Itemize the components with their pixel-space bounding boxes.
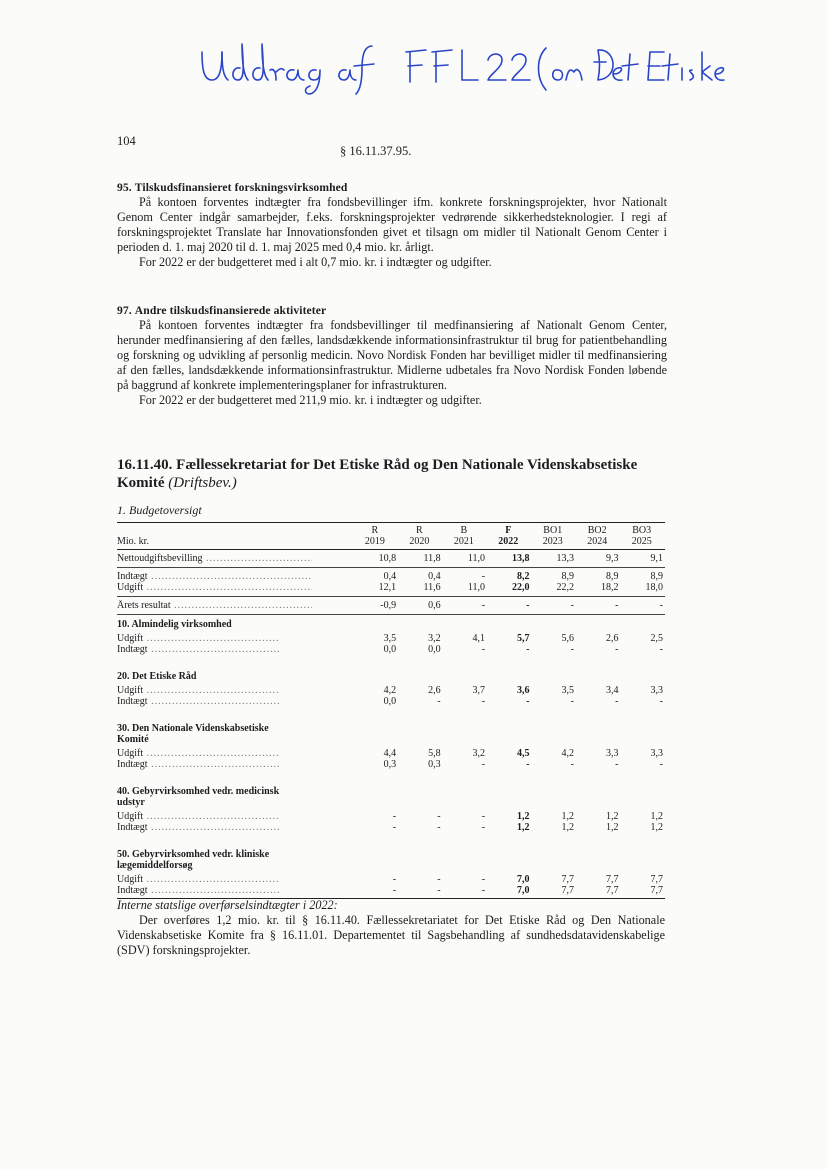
paragraph: For 2022 er der budgetteret med i alt 0,7 mio. kr. i indtægter og udgifter. [139,255,492,269]
table-row: Udgift ..... 3,5 3,2 4,1 5,7 5,6 2,6 2,5 [117,630,665,644]
table-row: Udgift ..... 12,1 11,6 11,0 22,0 22,2 18,2 18,0 [117,582,665,597]
table-row: Indtægt ..... - - - 1,2 1,2 1,2 1,2 [117,822,665,833]
transfers-heading: Interne statslige overførselsindtægter i 2022: [117,898,338,912]
page-number: 104 [117,134,136,148]
main-heading: 16.11.40. Fællessekretariat for Det Etiske Råd og Den Nationale Videnskabsetiske Komité (Driftsbev.) [117,457,638,491]
paragraph: På kontoen forventes indtægter fra fondsbevillinger til medfinansiering af Nationalt Genom Center, herunder medfinansiering af den fælles, landsdækkende informationsinfrastruktur til brug for patientbehandling og forskning og udvikling af personlig medicin. Novo Nordisk Fonden har bevilliget midler til medfinansiering af den fælles, landsdækkende informationsinfrastruktur. Midlerne udbetales fra Novo Nordisk Fonden løbende på baggrund af konkrete implementeringsplaner for infrastrukturen. [117,318,667,392]
table-row: Indtægt ..... 0,3 0,3 - - - - - [117,759,665,770]
group-row: 40. Gebyrvirksomhed vedr. medicinsk udstyr [117,786,280,808]
column-header: R 2019 [354,523,398,550]
transfers-text: Der overføres 1,2 mio. kr. til § 16.11.40. Fællessekretariatet for Det Etiske Råd og Den Nationale Videnskabsetiske Komite fra § 16.11.01. Departementet til Sagsbehandling af sundhedsdatavidenskabelige (SDV) forskningsprojekter. [117,913,665,957]
table-row: Indtægt ..... 0,0 - - - - - - [117,696,665,707]
column-header: BO3 2025 [620,523,665,550]
section-97 [117,303,667,408]
table-row: Indtægt ..... 0,4 0,4 - 8,2 8,9 8,9 8,9 [117,568,665,583]
column-header: R 2020 [398,523,442,550]
table-row: Udgift ..... 4,2 2,6 3,7 3,6 3,5 3,4 3,3 [117,682,665,696]
table-header [117,523,665,550]
transfers-section [117,898,665,958]
paragraph: For 2022 er der budgetteret med 211,9 mio. kr. i indtægter og udgifter. [139,393,482,407]
table-row: Årets resultat ..... -0,9 0,6 - - - - - [117,597,665,615]
column-header: BO2 2024 [576,523,620,550]
group-row: 10. Almindelig virksomhed [117,615,665,631]
table-row: Indtægt ..... - - - 7,0 7,7 7,7 7,7 [117,885,665,899]
column-header: B 2021 [443,523,487,550]
paragraph: På kontoen forventes indtægter fra fondsbevillinger ifm. konkrete forskningsprojekter, hvor Nationalt Genom Center indgår samarbejder, f.eks. forskningsprojekter vedrørende sikkerhedsteknologier. I regi af forskningsprojektet Translate har Innovationsfonden givet et tilsagn om midler til Nationalt Genom Center i perioden d. 1. maj 2020 til d. 1. maj 2025 med 0,4 mio. kr. årligt. [117,195,667,254]
section-95 [117,180,667,270]
group-row: 30. Den Nationale Videnskabsetiske Komité [117,723,269,745]
table-row: Udgift ..... - - - 1,2 1,2 1,2 1,2 [117,808,665,822]
handwritten-annotation [196,38,736,96]
table-row: Udgift ..... - - - 7,0 7,7 7,7 7,7 [117,871,665,885]
column-header: F 2022 [487,523,531,550]
unit-label: Mio. kr. [117,523,354,550]
section-reference: § 16.11.37.95. [340,144,412,158]
table-row: Udgift ..... 4,4 5,8 3,2 4,5 4,2 3,3 3,3 [117,745,665,759]
column-header: BO1 2023 [532,523,576,550]
group-row: 20. Det Etiske Råd [117,671,197,682]
group-row: 50. Gebyrvirksomhed vedr. kliniske lægemiddelforsøg [117,849,270,871]
section-heading: 95. Tilskudsfinansieret forskningsvirksomhed [117,181,348,194]
budget-table [117,522,665,899]
section-heading: 97. Andre tilskudsfinansierede aktiviteter [117,304,327,317]
budget-label: 1. Budgetoversigt [117,503,202,517]
table-row: Indtægt ..... 0,0 0,0 - - - - - [117,644,665,655]
table-row: Nettoudgiftsbevilling ..... 10,8 11,8 11,0 13,8 13,3 9,3 9,1 [117,550,665,568]
